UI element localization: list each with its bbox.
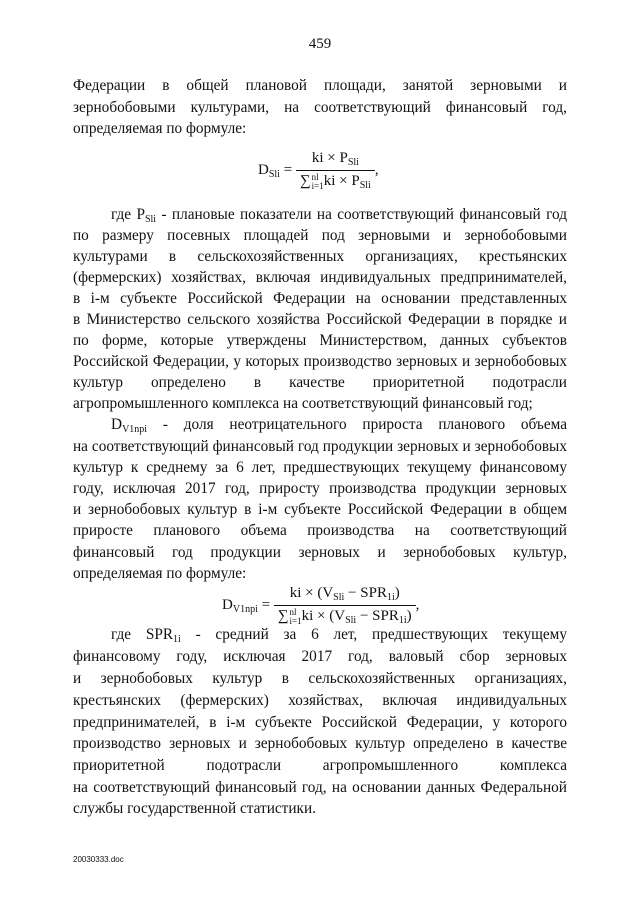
text-line: где $SPR_{1i}$ - средний за 6 лет, предшествующих текущему [111, 626, 567, 645]
text-line: производство зерновых и зернобобовых культур определено в качестве [73, 735, 567, 752]
text-line: году, исключая 2017 год, приросту производства продукции зерновых [73, 480, 567, 497]
text-line: культурами в сельскохозяйственных организациях, крестьянских [73, 248, 567, 265]
text-line: на соответствующий финансовый год продукции зерновых и зернобобовых [73, 438, 567, 455]
text-line: по размеру посевных площадей под зерновыми и зернобобовыми [73, 227, 567, 244]
page-number: 459 [308, 36, 332, 52]
text-line: культур к среднему за 6 лет, предшествующих текущему финансовому [73, 459, 567, 476]
text-line: (фермерских) хозяйствах, включая индивидуальных предпринимателей, [73, 269, 567, 286]
text-line: в Министерство сельского хозяйства Российской Федерации в порядке и [73, 311, 567, 328]
text-line: $D_{V1npi}$ - доля неотрицательного прироста планового объема [111, 416, 567, 435]
text-line: агропромышленного комплекса на соответствующий финансовый год; [73, 395, 533, 412]
text-line: службы государственной статистики. [73, 800, 316, 817]
text-line: Российской Федерации, у которых производство зерновых и зернобобовых [73, 353, 567, 370]
text-line: по форме, которые утверждены Министерством, данных субъектов [73, 332, 567, 349]
text-line: на соответствующий финансовый год, на основании данных Федеральной [73, 779, 567, 796]
text-line: и зернобобовых культур в сельскохозяйственных организациях, [73, 670, 567, 687]
text-line: финансовый год продукции зерновых и зернобобовых культур, [73, 544, 567, 561]
text-line: определяемая по формуле: [73, 565, 247, 582]
text-line: Федерации в общей плановой площади, занятой зерновыми и [73, 77, 567, 94]
formula-d-v1npi: $D_{V1npi}$ = ki × $(V_{Sli} - SPR_{1i})$ ∑ nl i=1 ki × $(V_{Sli} - SPR_{1i})$ , [222, 585, 420, 626]
text-line: и зернобобовых культур в i-м субъекте Российской Федерации в общем [73, 501, 567, 518]
text-line: приросте планового объема производства на соответствующий [73, 522, 567, 539]
text-line: финансовому году, исключая 2017 год, валовый сбор зерновых [73, 648, 567, 665]
text-line: приоритетной подотрасли агропромышленного комплекса [73, 757, 567, 774]
text-line: предпринимателей, в i-м субъекте Российской Федерации, у которого [73, 714, 567, 731]
formula-d-sli: $D_{Sli}$ = ki × $P_{Sli}$ ∑ nl i=1 ki × $P_{Sli}$ , [258, 150, 379, 191]
text-line: где $P_{Sli}$ - плановые показатели на соответствующий финансовый год [111, 206, 567, 225]
text-line: зернобобовыми культурами, на соответствующий финансовый год, [73, 99, 567, 116]
text-line: определяемая по формуле: [73, 120, 247, 137]
footer-filename: 20030333.doc [73, 855, 124, 864]
text-line: культур определено в качестве приоритетной подотрасли [73, 374, 567, 391]
text-line: в i-м субъекте Российской Федерации на основании представленных [73, 290, 567, 307]
text-line: крестьянских (фермерских) хозяйствах, включая индивидуальных [73, 692, 567, 709]
